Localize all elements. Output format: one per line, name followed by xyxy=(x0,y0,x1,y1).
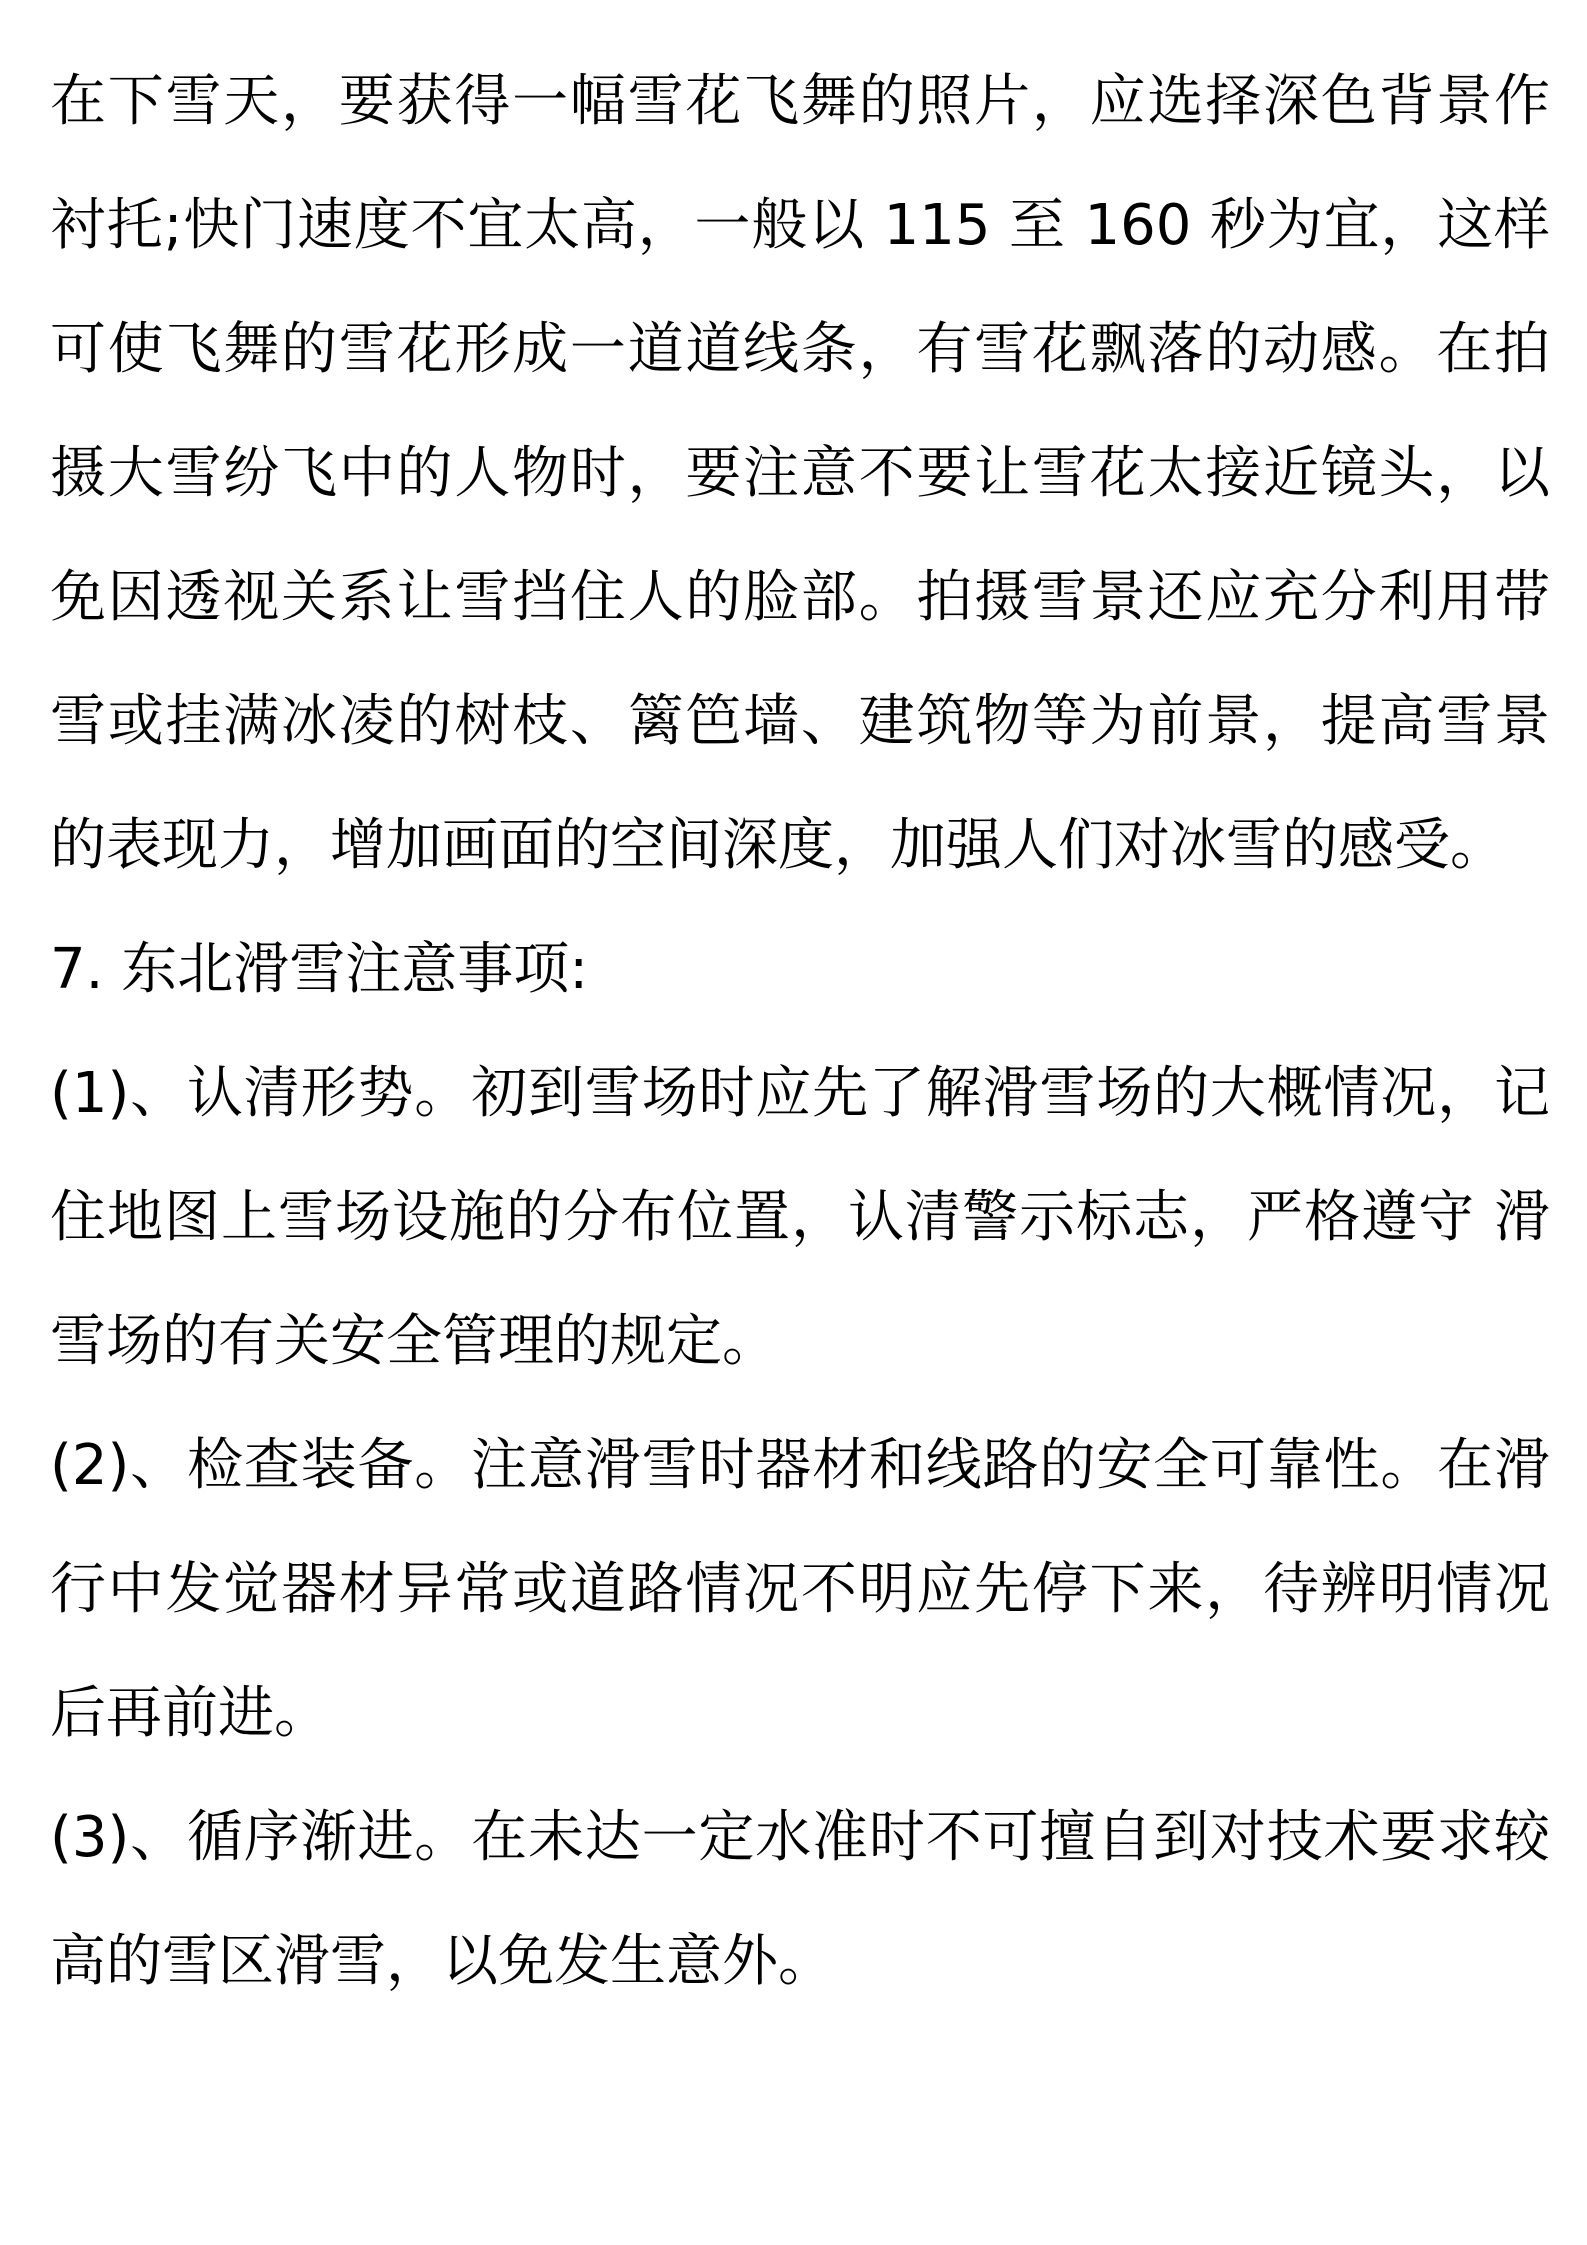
paragraph-item-1: (1)、认清形势。初到雪场时应先了解滑雪场的大概情况，记住地图上雪场设施的分布位置，认清警示标志，严格遵守 滑雪场的有关安全管理的规定。 xyxy=(50,1061,1550,1374)
paragraph-item-3: (3)、循序渐进。在未达一定水准时不可擅自到对技术要求较高的雪区滑雪，以免发生意外。 xyxy=(50,1805,1550,1994)
section-heading-ski-notes: 7. 东北滑雪注意事项: xyxy=(50,937,589,1002)
paragraph-snow-photography: 在下雪天，要获得一幅雪花飞舞的照片，应选择深色背景作衬托;快门速度不宜太高，一般以 115 至 160 秒为宜，这样可使飞舞的雪花形成一道道线条，有雪花飘落的动感。在拍摄大雪纷飞中的人物时，要注意不要让雪花太接近镜头，以免因透视关系让雪挡住人的脸部。拍摄雪景还应充分利用带雪或挂满冰凌的树枝、篱笆墙、建筑物等为前景，提高雪景的表现力，增加画面的空间深度，加强人们对冰雪的感受。 xyxy=(50,69,1551,878)
paragraph-item-2: (2)、检查装备。注意滑雪时器材和线路的安全可靠性。在滑行中发觉器材异常或道路情况不明应先停下来，待辨明情况后再前进。 xyxy=(50,1433,1550,1746)
document-page xyxy=(50,40,1550,2024)
